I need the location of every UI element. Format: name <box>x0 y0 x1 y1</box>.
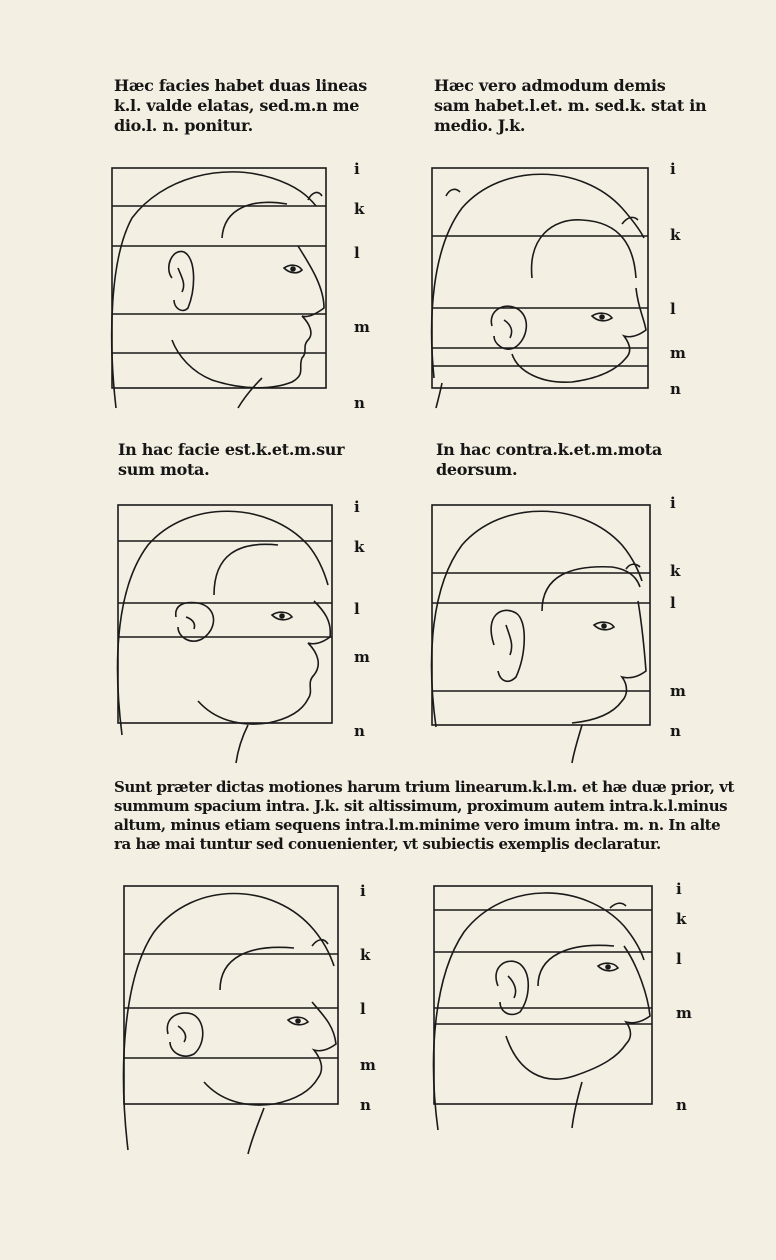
head-figure-2 <box>432 168 652 408</box>
skull-outline <box>432 511 642 727</box>
head-figure-5 <box>124 886 344 1156</box>
head-figure-1 <box>112 168 328 408</box>
caption-line: In hac contra.k.et.m.mota <box>436 440 662 459</box>
skull-outline <box>118 511 328 735</box>
line-label-n: n <box>670 722 681 740</box>
caption-line: medio. J.k. <box>434 116 526 135</box>
caption-figure-1 <box>114 76 367 136</box>
line-label-k: k <box>670 226 681 244</box>
line-label-n: n <box>676 1096 687 1114</box>
line-label-m: m <box>354 318 370 336</box>
paragraph-line: Sunt præter dictas motiones harum trium linearum.k.l.m. et hæ duæ prior, vt <box>114 778 734 796</box>
line-label-l: l <box>676 950 682 968</box>
skull-outline <box>112 172 316 408</box>
line-label-n: n <box>360 1096 371 1114</box>
caption-line: dio.l. n. ponitur. <box>114 116 253 135</box>
caption-line: k.l. valde elatas, sed.m.n me <box>114 96 360 115</box>
line-label-l: l <box>360 1000 366 1018</box>
skull-outline <box>434 893 644 1130</box>
line-label-k: k <box>676 910 687 928</box>
line-label-k: k <box>354 200 365 218</box>
line-label-m: m <box>676 1004 692 1022</box>
paragraph-line: ra hæ mai tuntur sed conuenienter, vt subiectis exemplis declaratur. <box>114 835 661 853</box>
line-label-i: i <box>360 882 366 900</box>
figure-frame <box>434 886 652 1104</box>
figure-frame <box>112 168 326 388</box>
line-label-i: i <box>676 880 682 898</box>
caption-line: sum mota. <box>118 460 210 479</box>
line-label-n: n <box>670 380 681 398</box>
line-label-n: n <box>354 722 365 740</box>
line-label-k: k <box>354 538 365 556</box>
line-label-l: l <box>354 600 360 618</box>
line-label-k: k <box>670 562 681 580</box>
line-label-m: m <box>354 648 370 666</box>
caption-figure-2 <box>434 76 706 136</box>
paragraph-line: summum spacium intra. J.k. sit altissimum, proximum autem intra.k.l.minus <box>114 797 728 815</box>
head-figure-6 <box>434 886 656 1136</box>
body-paragraph <box>114 778 734 854</box>
line-label-i: i <box>670 494 676 512</box>
line-label-l: l <box>354 244 360 262</box>
skull-outline <box>124 894 334 1151</box>
paragraph-line: altum, minus etiam sequens intra.l.m.minime vero imum intra. m. n. In alte <box>114 816 721 834</box>
caption-figure-4 <box>436 440 662 480</box>
caption-line: deorsum. <box>436 460 518 479</box>
line-label-m: m <box>670 344 686 362</box>
figure-frame <box>124 886 338 1104</box>
caption-line: In hac facie est.k.et.m.sur <box>118 440 345 459</box>
line-label-k: k <box>360 946 371 964</box>
head-figure-4 <box>432 505 652 765</box>
line-label-l: l <box>670 594 676 612</box>
line-label-l: l <box>670 300 676 318</box>
line-label-i: i <box>354 498 360 516</box>
line-label-m: m <box>360 1056 376 1074</box>
caption-line: Hæc facies habet duas lineas <box>114 76 367 95</box>
caption-line: sam habet.l.et. m. sed.k. stat in <box>434 96 707 115</box>
figure-frame <box>432 505 650 725</box>
head-figure-3 <box>118 505 338 765</box>
line-label-i: i <box>670 160 676 178</box>
line-label-m: m <box>670 682 686 700</box>
line-label-n: n <box>354 394 365 412</box>
caption-figure-3 <box>118 440 344 480</box>
line-label-i: i <box>354 160 360 178</box>
caption-line: Hæc vero admodum demis <box>434 76 666 95</box>
